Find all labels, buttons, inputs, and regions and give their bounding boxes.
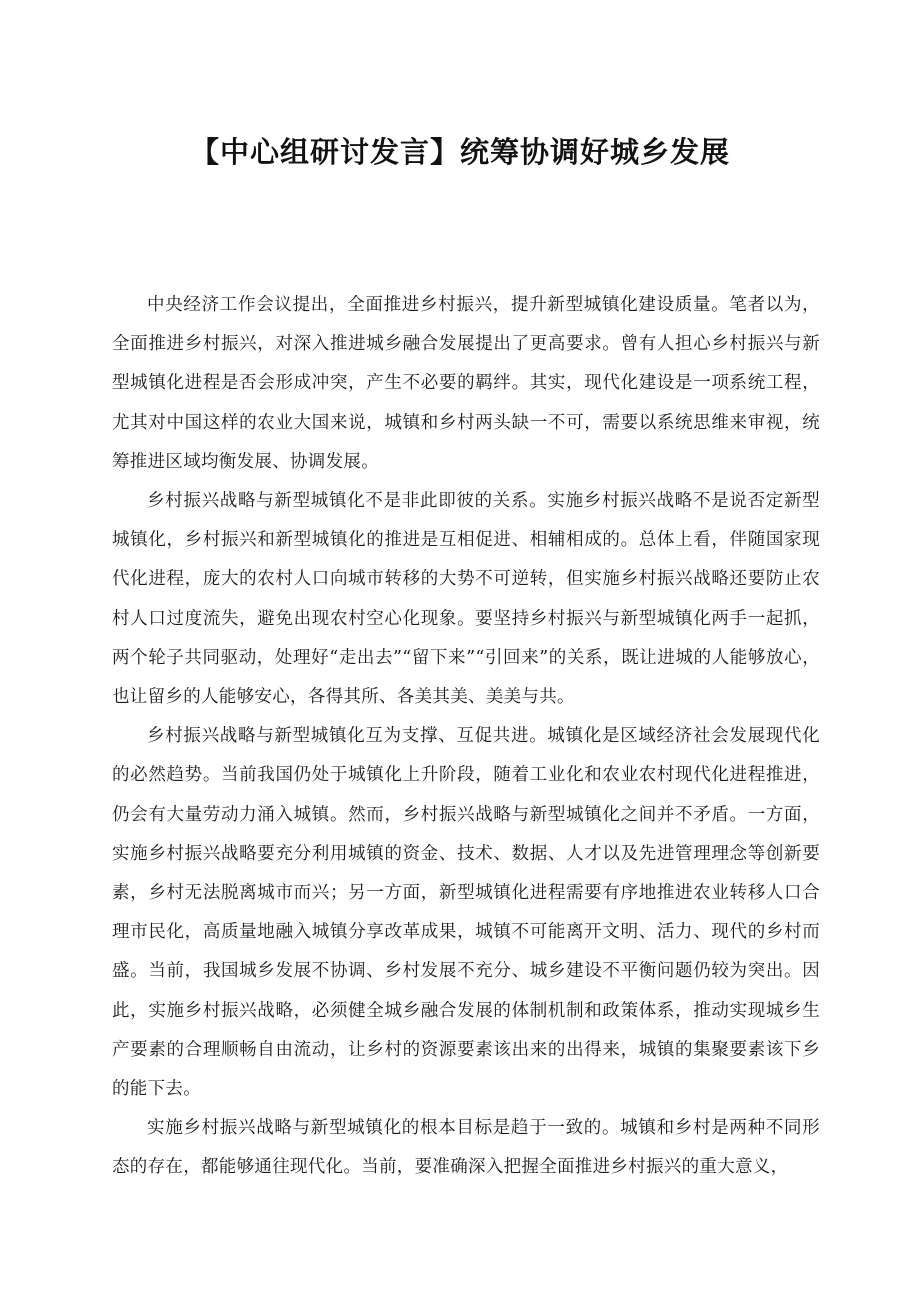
paragraph-1: 中央经济工作会议提出，全面推进乡村振兴，提升新型城镇化建设质量。笔者以为，全面推进乡村振兴，对深入推进城乡融合发展提出了更高要求。曾有人担心乡村振兴与新型城镇化进程是否会形成冲突，产生不必要的羁绊。其实，现代化建设是一项系统工程，尤其对中国这样的农业大国来说，城镇和乡村两头缺一不可，需要以系统思维来审视，统筹推进区域均衡发展、协调发展。 — [112, 295, 820, 472]
document-body — [112, 286, 820, 1188]
paragraph-2: 乡村振兴战略与新型城镇化不是非此即彼的关系。实施乡村振兴战略不是说否定新型城镇化，乡村振兴和新型城镇化的推进是互相促进、相辅相成的。总体上看，伴随国家现代化进程，庞大的农村人口向城市转移的大势不可逆转，但实施乡村振兴战略还要防止农村人口过度流失，避免出现农村空心化现象。要坚持乡村振兴与新型城镇化两手一起抓，两个轮子共同驱动，处理好“走出去”“留下来”“引回来”的关系，既让进城的人能够放心，也让留乡的人能够安心，各得其所、各美其美、美美与共。 — [112, 491, 820, 708]
paragraph-3: 乡村振兴战略与新型城镇化互为支撑、互促共进。城镇化是区域经济社会发展现代化的必然趋势。当前我国仍处于城镇化上升阶段，随着工业化和农业农村现代化进程推进，仍会有大量劳动力涌入城镇。然而，乡村振兴战略与新型城镇化之间并不矛盾。一方面，实施乡村振兴战略要充分利用城镇的资金、技术、数据、人才以及先进管理理念等创新要素，乡村无法脱离城市而兴；另一方面，新型城镇化进程需要有序地推进农业转移人口合理市民化，高质量地融入城镇分享改革成果，城镇不可能离开文明、活力、现代的乡村而盛。当前，我国城乡发展不协调、乡村发展不充分、城乡建设不平衡问题仍较为突出。因此，实施乡村振兴战略，必须健全城乡融合发展的体制机制和政策体系，推动实现城乡生产要素的合理顺畅自由流动，让乡村的资源要素该出来的出得来，城镇的集聚要素该下乡的能下去。 — [112, 726, 820, 1100]
document-title: 【中心组研讨发言】统筹协调好城乡发展 — [189, 135, 730, 169]
paragraph-4: 实施乡村振兴战略与新型城镇化的根本目标是趋于一致的。城镇和乡村是两种不同形态的存在，都能够通往现代化。当前，要准确深入把握全面推进乡村振兴的重大意义， — [112, 1118, 820, 1178]
